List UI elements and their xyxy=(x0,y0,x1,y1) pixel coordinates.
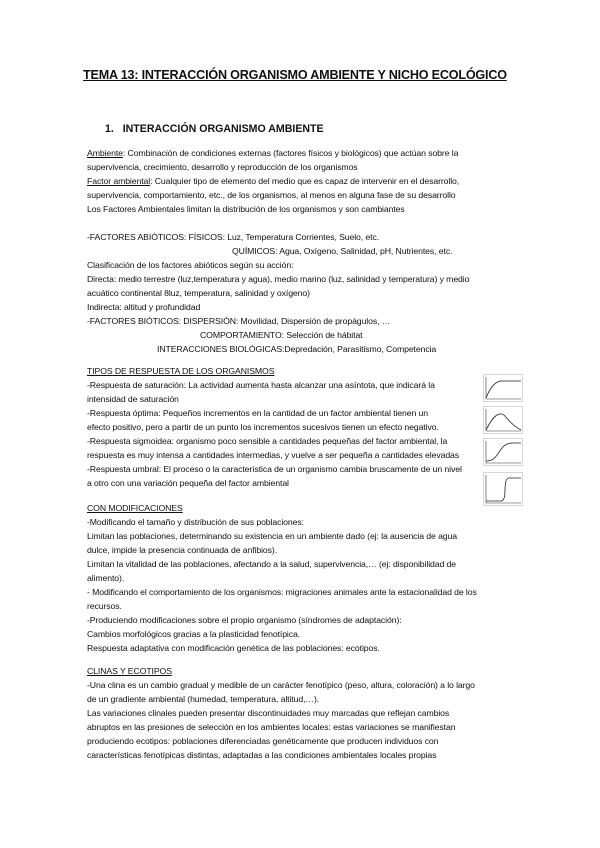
mod-line-5: alimento). xyxy=(87,573,125,583)
factor-text: : Cualquier tipo de elemento del medio que es capaz de intervenir en el desarrollo, xyxy=(150,176,460,186)
clinas-line-1: -Una clina es un cambio gradual y medible de un carácter fenotípico (peso, altura, coloración) a lo largo xyxy=(87,680,475,690)
page-title: TEMA 13: INTERACCIÓN ORGANISMO AMBIENTE Y NICHO ECOLÓGICO xyxy=(83,68,507,82)
mod-line-1: -Modificando el tamaño y distribución de sus poblaciones: xyxy=(87,517,304,527)
factor-definition xyxy=(87,176,459,187)
factor-term: Factor ambiental xyxy=(87,176,151,186)
clinas-line-4: abruptos en las presiones de selección en los ambientes locales: estas variaciones se manifiestan xyxy=(87,722,456,732)
threshold-curve-icon xyxy=(483,472,523,506)
mod-line-7: recursos. xyxy=(87,601,122,611)
comportamiento-line: COMPORTAMIENTO: Selección de hábitat xyxy=(200,330,363,340)
clinas-line-3: Las variaciones clinales pueden presentar discontinuidades muy marcadas que reflejan cambios xyxy=(87,708,450,718)
tipos-heading: TIPOS DE RESPUESTA DE LOS ORGANISMOS xyxy=(87,366,275,376)
mod-line-6: - Modificando el comportamiento de los organismos: migraciones animales ante la estacionalidad de los xyxy=(87,587,477,597)
clinas-line-2: de un gradiente ambiental (humedad, temperatura, altitud,…). xyxy=(87,694,320,704)
bioticos-line: -FACTORES BIÓTICOS: DISPERSIÓN: Movilidad, Dispersión de propágulos, … xyxy=(87,316,391,326)
tipos-line-3: -Respuesta óptima: Pequeños incrementos en la cantidad de un factor ambiental tienen un xyxy=(87,408,428,418)
clasificacion-line: Clasificación de los factores abióticos según su acción: xyxy=(87,260,294,270)
tipos-line-2: intensidad de saturación xyxy=(87,394,179,404)
clinas-line-6: características fenotípicas distintas, adaptadas a las condiciones ambientales locales propias xyxy=(87,750,437,760)
quimicos-line: QUÍMICOS: Agua, Oxígeno, Salinidad, pH, Nutrientes, etc. xyxy=(232,246,453,256)
mod-line-10: Respuesta adaptativa con modificación genética de las poblaciones: ecotipos. xyxy=(87,643,380,653)
directa-line: Directa: medio terrestre (luz,temperatura y agua), medio marino (luz, salinidad y temperatura) y medio xyxy=(87,274,470,284)
factor-text-3: Los Factores Ambientales limitan la distribución de los organismos y son cambiantes xyxy=(87,204,405,214)
factor-text-2: supervivencia, comportamiento, etc., de los organismos, al menos en alguna fase de su desarrollo xyxy=(87,190,456,200)
clinas-line-5: produciendo ecotipos: poblaciones diferenciadas genéticamente que producen individuos con xyxy=(87,736,439,746)
ambiente-text-2: supervivencia, crecimiento, desarrollo y reproducción de los organismos xyxy=(87,162,358,172)
tipos-line-6: respuesta es muy intensa a cantidades intermedias, y vuelve a ser pequeña a cantidades elevadas xyxy=(87,450,460,460)
ambiente-term: Ambiente xyxy=(87,148,123,158)
tipos-line-1: -Respuesta de saturación: La actividad aumenta hasta alcanzar una asíntota, que indicará la xyxy=(87,380,435,390)
sigmoid-curve-icon xyxy=(483,438,523,466)
mod-line-2: Limitan las poblaciones, determinando su existencia en un ambiente dado (ej: la ausencia de agua xyxy=(87,531,458,541)
modificaciones-heading: CON MODIFICACIONES xyxy=(87,503,183,513)
tipos-line-8: a otro con una variación pequeña del factor ambiental xyxy=(87,478,289,488)
ambiente-definition xyxy=(87,148,458,159)
clinas-heading: CLINAS Y ECOTIPOS xyxy=(87,666,172,676)
tipos-line-5: -Respuesta sigmoidea: organismo poco sensible a cantidades pequeñas del factor ambiental, la xyxy=(87,436,448,446)
tipos-line-4: efecto positivo, pero a partir de un punto los incrementos sucesivos tienen un efecto negativo. xyxy=(87,422,439,432)
tipos-line-7: -Respuesta umbral: El proceso o la característica de un organismo cambia bruscamente de un nivel xyxy=(87,464,462,474)
mod-line-4: Limitan la vitalidad de las poblaciones, afectando a la salud, supervivencia,… (ej: disponibilidad de xyxy=(87,559,457,569)
interacciones-line: INTERACCIONES BIOLÓGICAS:Depredación, Parasitismo, Competencia xyxy=(157,344,437,354)
ambiente-text: : Combinación de condiciones externas (factores físicos y biológicos) que actúan sobre la xyxy=(122,148,459,158)
section-number: 1. xyxy=(105,123,114,135)
section-title: INTERACCIÓN ORGANISMO AMBIENTE xyxy=(122,123,324,135)
optimum-curve-icon xyxy=(483,406,523,434)
abioticos-line: -FACTORES ABIÓTICOS: FÍSICOS: Luz, Temperatura Corrientes, Suelo, etc. xyxy=(87,232,380,242)
mod-line-3: dulce, impide la presencia continuada de anfibios). xyxy=(87,545,278,555)
indirecta-line: Indirecta: altitud y profundidad xyxy=(87,302,201,312)
mod-line-9: Cambios morfológicos gracias a la plasticidad fenotípica. xyxy=(87,629,301,639)
mod-line-8: -Produciendo modificaciones sobre el propio organismo (síndromes de adaptación): xyxy=(87,615,402,625)
directa-line-2: acuático continental 8luz, temperatura, salinidad y oxígeno) xyxy=(87,288,310,298)
section-heading xyxy=(105,123,324,135)
saturation-curve-icon xyxy=(483,374,523,402)
